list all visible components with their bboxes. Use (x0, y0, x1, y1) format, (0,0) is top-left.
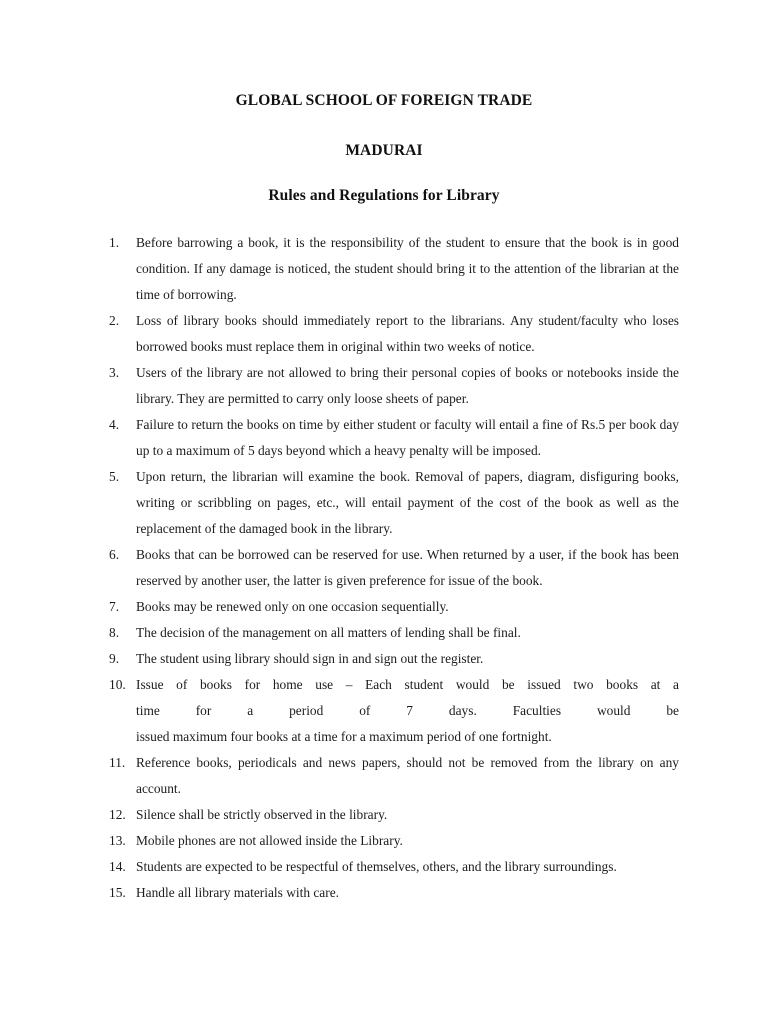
rule-text: Silence shall be strictly observed in the library. (136, 807, 388, 822)
rule-item (0, 854, 768, 880)
rule-item (0, 230, 768, 308)
rule-text-line: issued maximum four books at a time for a maximum period of one fortnight. (136, 729, 552, 744)
rule-item (0, 308, 768, 360)
rule-text: Students are expected to be respectful of themselves, others, and the library surroundings. (136, 859, 617, 874)
rule-number: 3. (109, 365, 120, 380)
rule-number: 4. (109, 417, 120, 432)
rule-number: 7. (109, 599, 120, 614)
rule-number: 15. (109, 885, 126, 900)
rule-number: 9. (109, 651, 120, 666)
rule-item (0, 802, 768, 828)
school-name-heading: GLOBAL SCHOOL OF FOREIGN TRADE (235, 92, 533, 109)
rule-text: Users of the library are not allowed to bring their personal copies of books or notebooks inside the library. They are permitted to carry only loose sheets of paper. (136, 365, 679, 406)
rule-text: Handle all library materials with care. (136, 885, 340, 900)
rule-item (0, 542, 768, 594)
rule-item (0, 360, 768, 412)
document-title: Rules and Regulations for Library (268, 187, 500, 204)
city-heading: MADURAI (345, 142, 423, 159)
rule-number: 5. (109, 469, 120, 484)
rule-number: 10. (109, 677, 126, 692)
rule-number: 11. (109, 755, 126, 770)
rule-item (0, 646, 768, 672)
rule-text: Reference books, periodicals and news papers, should not be removed from the library on any account. (136, 755, 679, 796)
rule-number: 12. (109, 807, 126, 822)
rule-text: Mobile phones are not allowed inside the Library. (136, 833, 403, 848)
rules-list (0, 230, 768, 906)
rule-item (0, 464, 768, 542)
rule-item (0, 594, 768, 620)
rule-text: The decision of the management on all matters of lending shall be final. (136, 625, 521, 640)
rule-number: 6. (109, 547, 120, 562)
rule-text: Books may be renewed only on one occasion sequentially. (136, 599, 449, 614)
rule-text: Failure to return the books on time by either student or faculty will entail a fine of Rs.5 per book day up to a maximum of 5 days beyond which a heavy penalty will be imposed. (136, 417, 679, 458)
rule-text: The student using library should sign in and sign out the register. (136, 651, 484, 666)
rule-text: Loss of library books should immediately report to the librarians. Any student/faculty who loses borrowed books must replace them in original within two weeks of notice. (136, 313, 679, 354)
rule-text: Books that can be borrowed can be reserved for use. When returned by a user, if the book has been reserved by another user, the latter is given preference for issue of the book. (136, 547, 679, 588)
rule-number: 13. (109, 833, 126, 848)
rule-text-line: Issue of books for home use – Each student would be issued two books at a (136, 677, 679, 692)
rule-item (0, 412, 768, 464)
rule-item (0, 672, 768, 750)
rule-text: Upon return, the librarian will examine the book. Removal of papers, diagram, disfiguring books, writing or scribbling on pages, etc., will entail payment of the cost of the book as well as the replacement of the damaged book in the library. (136, 469, 679, 536)
rule-number: 2. (109, 313, 120, 328)
rule-text: Before barrowing a book, it is the responsibility of the student to ensure that the book is in good condition. If any damage is noticed, the student should bring it to the attention of the librarian at the time of borrowing. (136, 235, 679, 302)
rule-text-line: time for a period of 7 days. Faculties would be (136, 703, 679, 718)
rule-item (0, 620, 768, 646)
rule-item (0, 750, 768, 802)
rule-number: 14. (109, 859, 126, 874)
rule-number: 1. (109, 235, 120, 250)
rule-item (0, 828, 768, 854)
rule-number: 8. (109, 625, 120, 640)
rule-item (0, 880, 768, 906)
